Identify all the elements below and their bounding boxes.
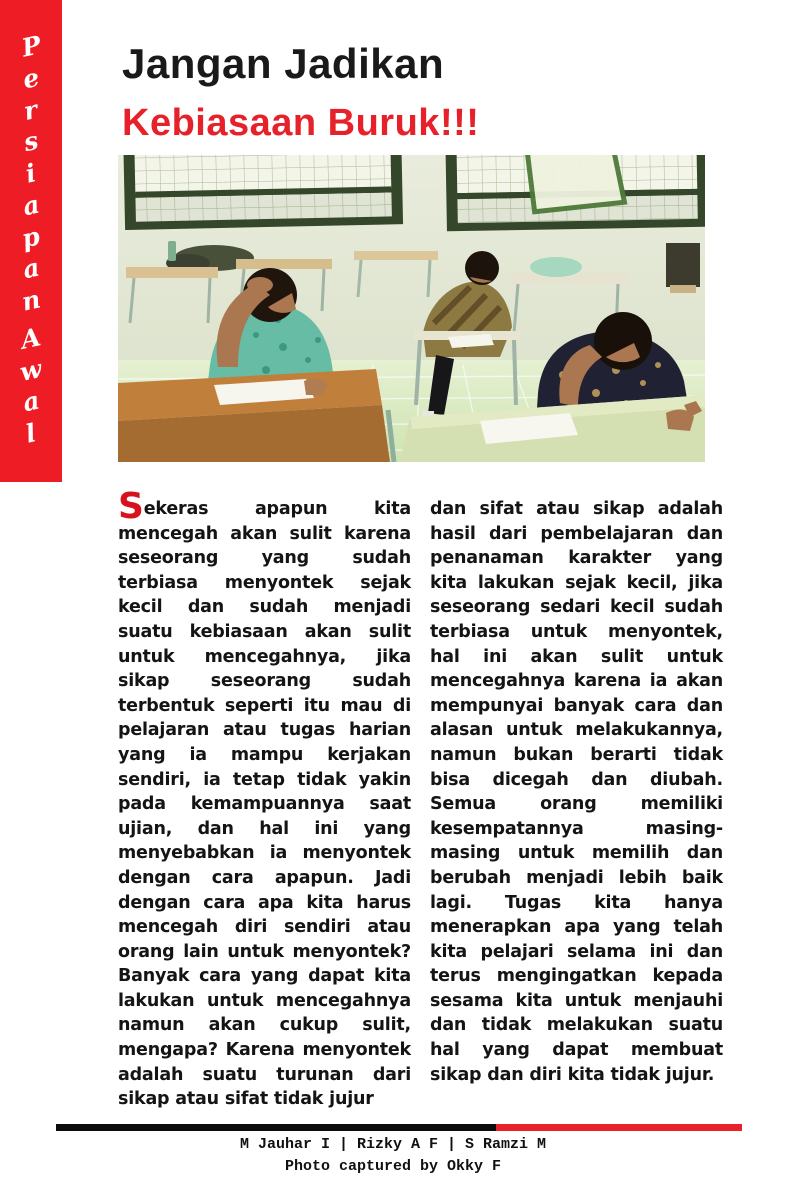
photo-credit-line: Photo captured by Okky F bbox=[284, 1158, 502, 1175]
banner-letter: s bbox=[21, 126, 41, 158]
banner-letter: e bbox=[20, 62, 42, 95]
banner-letter: A bbox=[18, 322, 44, 355]
article-column-left bbox=[118, 486, 411, 1112]
drop-cap: S bbox=[118, 486, 144, 527]
footer-credits bbox=[0, 1134, 786, 1178]
article-column-right-text: dan sifat atau sikap adalah hasil dari pembelajaran dan penanaman karakter yang kita lakukan sejak kecil, jika seseorang sedari kecil sudah terbiasa untuk menyontek, hal ini akan sulit untuk mencegahnya karena ia akan mempunyai banyak cara dan alasan untuk melakukannya, namun bukan berarti tidak bisa dicegah dan diubah. Semua orang memiliki kesempatannya masing-masing untuk memilih dan berubah menjadi lebih baik lagi. Tugas kita hanya menerapkan apa yang telah kita pelajari selama ini dan terus mengingatkan kepada sesama kita untuk menjauhi dan tidak melakukan suatu hal yang dapat membuat sikap dan diri kita tidak jujur. bbox=[430, 499, 723, 1085]
banner-letter: P bbox=[18, 30, 44, 63]
window-left bbox=[123, 155, 403, 230]
banner-letter: a bbox=[20, 252, 42, 285]
banner-letter: l bbox=[23, 418, 39, 449]
article-column-left-text: ekeras apapun kita mencegah akan sulit karena seseorang yang sudah terbiasa menyontek sejak kecil dan sudah menjadi suatu kebiasaan akan sulit untuk mencegahnya, jika sikap seseorang sudah terbentuk seperti itu mau di pelajaran atau tugas harian yang ia mampu kerjakan sendiri, ia tetap tidak yakin pada kemampuannya saat ujian, dan hal ini yang menyebabkan ia menyontek dengan cara apapun. Jadi dengan cara apa kita harus mencegah diri sendiri atau orang lain untuk menyontek? Banyak cara yang dapat kita lakukan untuk mencegahnya namun akan cukup sulit, mengapa? Karena menyontek adalah suatu turunan dari sikap atau sifat tidak jujur bbox=[118, 499, 411, 1110]
banner-letter: i bbox=[23, 158, 39, 189]
banner-letter: w bbox=[17, 353, 45, 387]
banner-letter: n bbox=[19, 284, 43, 317]
authors-line: M Jauhar I | Rizky A F | S Ramzi M bbox=[239, 1136, 547, 1153]
footer-divider-black bbox=[56, 1124, 496, 1131]
page-title-line2: Kebiasaan Buruk!!! bbox=[122, 102, 480, 144]
window-right bbox=[445, 155, 705, 231]
banner-letter: a bbox=[20, 385, 42, 418]
article-body bbox=[118, 486, 723, 1112]
banner-letter: a bbox=[20, 189, 42, 222]
page-title-line1: Jangan Jadikan bbox=[122, 40, 445, 87]
classroom-photo-art bbox=[118, 155, 705, 462]
open-window-pane bbox=[525, 155, 624, 212]
window-sliver bbox=[698, 155, 705, 215]
classroom-photo bbox=[118, 155, 705, 462]
footer-divider-red bbox=[496, 1124, 742, 1131]
article-column-right bbox=[430, 497, 723, 1112]
banner-letter: p bbox=[19, 220, 43, 254]
footer-divider bbox=[56, 1124, 742, 1131]
vertical-banner bbox=[0, 0, 62, 482]
banner-letter: r bbox=[21, 94, 41, 126]
